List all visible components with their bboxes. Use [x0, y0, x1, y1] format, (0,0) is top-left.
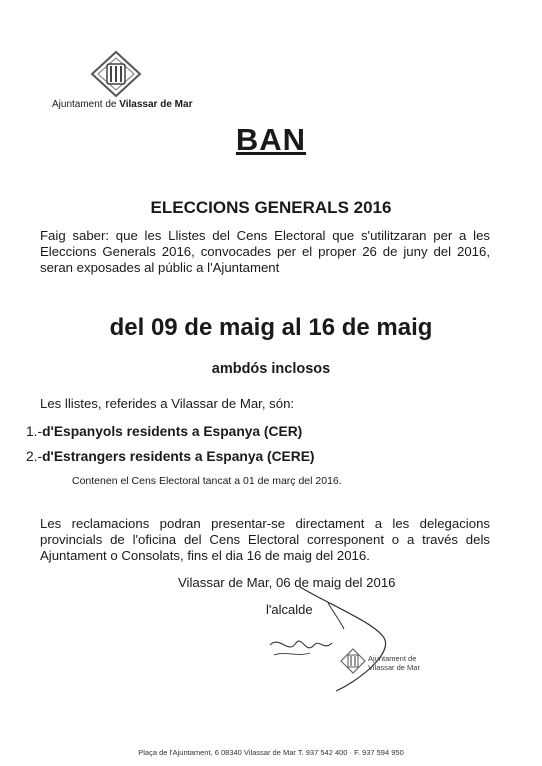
document-subtitle: ELECCIONS GENERALS 2016: [150, 198, 392, 217]
stamp-logo: [340, 648, 366, 674]
handwritten-signature: [240, 585, 410, 695]
list-item-text: d'Espanyols residents a Espanya (CER): [42, 424, 303, 439]
stamp-line: Ajuntament de: [368, 654, 417, 663]
place-date: Vilassar de Mar, 06 de maig del 2016: [178, 575, 396, 590]
date-range-heading: del 09 de maig al 16 de maig: [109, 314, 433, 341]
list-item-text: d'Estrangers residents a Espanya (CERE): [42, 449, 315, 464]
organization-name: [52, 99, 192, 110]
organization-prefix: Ajuntament de: [52, 99, 120, 110]
footer-address: Plaça de l'Ajuntament, 6 08340 Vilassar de Mar T. 937 542 400 · F. 937 594 950: [138, 748, 404, 757]
signer-role: l'alcalde: [266, 602, 313, 617]
list-item: [26, 424, 302, 439]
census-note: Contenen el Cens Electoral tancat a 01 de març del 2016.: [72, 475, 342, 487]
claims-paragraph: Les reclamacions podran presentar-se directament a les delegacions provincials de l'oficina del Cens Electoral corresponent o a través dels Ajuntament o Consolats, fins el dia 16 de maig del 2016.: [40, 516, 490, 563]
inclusive-note: ambdós inclosos: [211, 361, 331, 377]
municipal-logo: [90, 50, 142, 98]
announcement-paragraph: Faig saber: que les Llistes del Cens Electoral que s'utilitzaran per a les Eleccions Generals 2016, convocades per el proper 26 de juny del 2016, seran exposades al públic a l'Ajuntament: [40, 228, 490, 275]
lists-intro: Les llistes, referides a Vilassar de Mar, són:: [40, 396, 295, 411]
list-item-number: 1.-: [26, 424, 43, 439]
organization-town: Vilassar de Mar: [119, 99, 193, 110]
list-item-number: 2.-: [26, 449, 43, 464]
list-item: [26, 449, 315, 464]
stamp-line: Vilassar de Mar: [368, 663, 420, 672]
stamp-text: [368, 654, 420, 672]
document-title: BAN: [235, 122, 307, 157]
